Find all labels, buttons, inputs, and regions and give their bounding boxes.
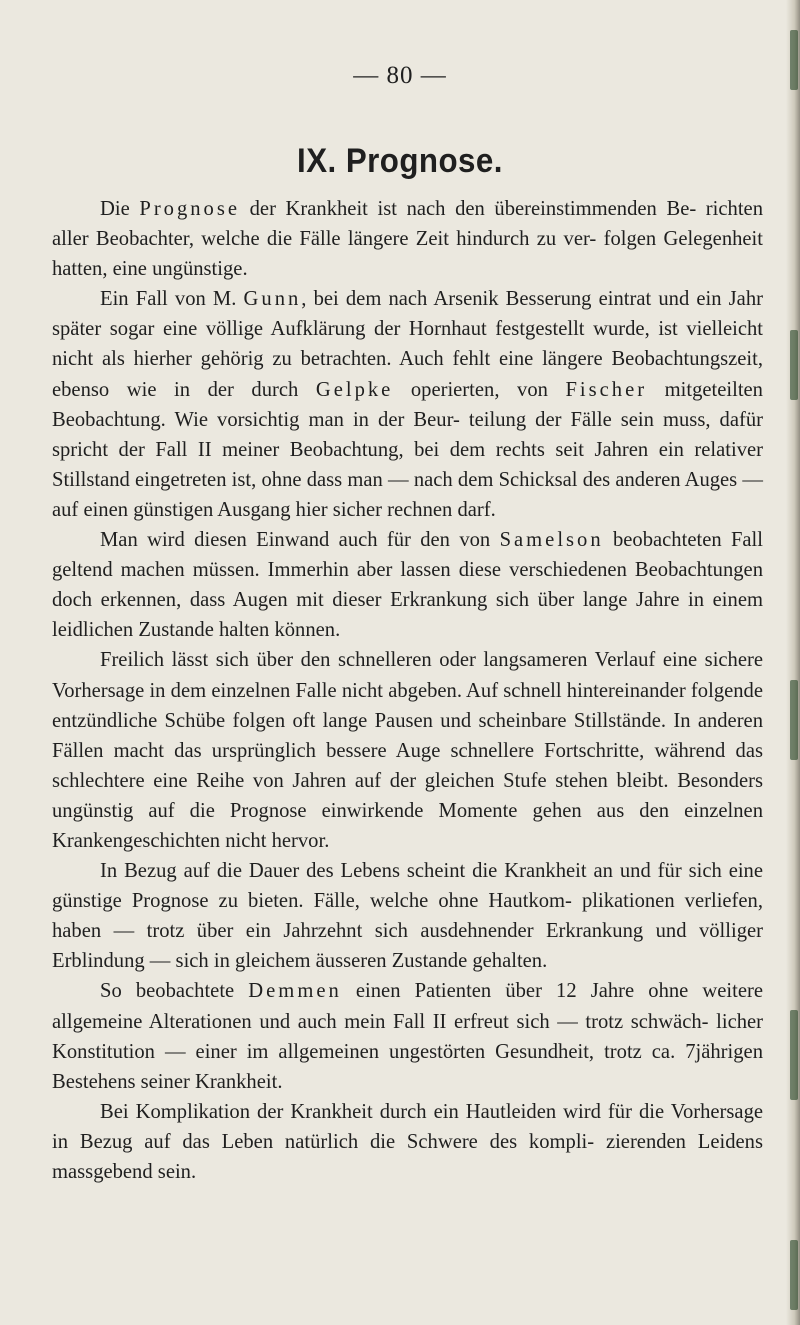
spaced-name: Fischer [565,378,648,401]
spaced-name: Demmen [248,980,342,1003]
spaced-name: Gunn [243,288,302,311]
spaced-name: Samelson [499,529,604,552]
spaced-name: Gelpke [315,378,394,401]
spaced-name: Prognose [139,198,241,220]
paragraph: Ein Fall von M. Gunn, bei dem nach Arsenik Besserung eintrat und ein Jahr später sogar eine völlige Aufklärung der Hornhaut festgestellt wurde, ist vielleicht nicht als hierher gehörig zu betrachten. Auch fehlt eine längere Beobachtungszeit, ebenso wie in der durch Gelpke operierten, von Fischer mitgeteilten Beobachtung. Wie vorsichtig man in der Beur- teilung der Fälle sein muss, dafür spricht der Fall II meiner Beobachtung, bei dem rechts seit Jahren ein relativer Stillstand eingetreten ist, ohne dass man — nach dem Schicksal des anderen Auges — auf einen günstigen Ausgang hier sicher rechnen darf. [52,288,763,521]
paragraph: Freilich lässt sich über den schnelleren oder langsameren Verlauf eine sichere Vorhersage in dem einzelnen Falle nicht abgeben. Auf schnell hintereinander folgende entzündliche Schübe folgen oft lange Pausen und scheinbare Stillstände. In anderen Fällen macht das ursprünglich bessere Auge schnellere Fortschritte, während das schlechtere eine Reihe von Jahren auf der gleichen Stufe stehen bleibt. Besonders ungünstig auf die Prognose einwirkende Momente gehen aus den einzelnen Krankengeschichten nicht hervor. [52,649,763,852]
paragraph: In Bezug auf die Dauer des Lebens scheint die Krankheit an und für sich eine günstige Prognose zu bieten. Fälle, welche ohne Hautkom- plikationen verliefen, haben — trotz über ein Jahrzehnt sich ausdehnender Erkrankung und völliger Erblindung — sich in gleichem äusseren Zustande gehalten. [52,860,763,973]
paragraph: Bei Komplikation der Krankheit durch ein Hautleiden wird für die Vorhersage in Bezug auf das Leben natürlich die Schwere des kompli- zierenden Leidens massgebend sein. [52,1100,763,1183]
body-text [52,194,763,1187]
paragraph: Die Prognose der Krankheit ist nach den übereinstimmenden Be- richten aller Beobachter, welche die Fälle längere Zeit hindurch zu ver- folgen Gelegenheit hatten, eine ungünstige. [52,198,763,281]
section-heading: IX. Prognose. [297,142,503,180]
page-number: — 80 — [353,62,447,89]
paragraph: So beobachtete Demmen einen Patienten über 12 Jahre ohne weitere allgemeine Alterationen und auch mein Fall II erfreut sich — trotz schwäch- licher Konstitution — einer im allgemeinen ungestörten Gesundheit, trotz ca. 7jährigen Bestehens seiner Krankheit. [52,980,763,1093]
page-edge-shadow [786,0,800,1325]
paragraph: Man wird diesen Einwand auch für den von Samelson beobachteten Fall geltend machen müssen. Immerhin aber lassen diese verschiedenen Beobachtungen doch erkennen, dass Augen mit dieser Erkrankung sich über lange Jahre in einem leidlichen Zustande halten können. [52,529,764,642]
